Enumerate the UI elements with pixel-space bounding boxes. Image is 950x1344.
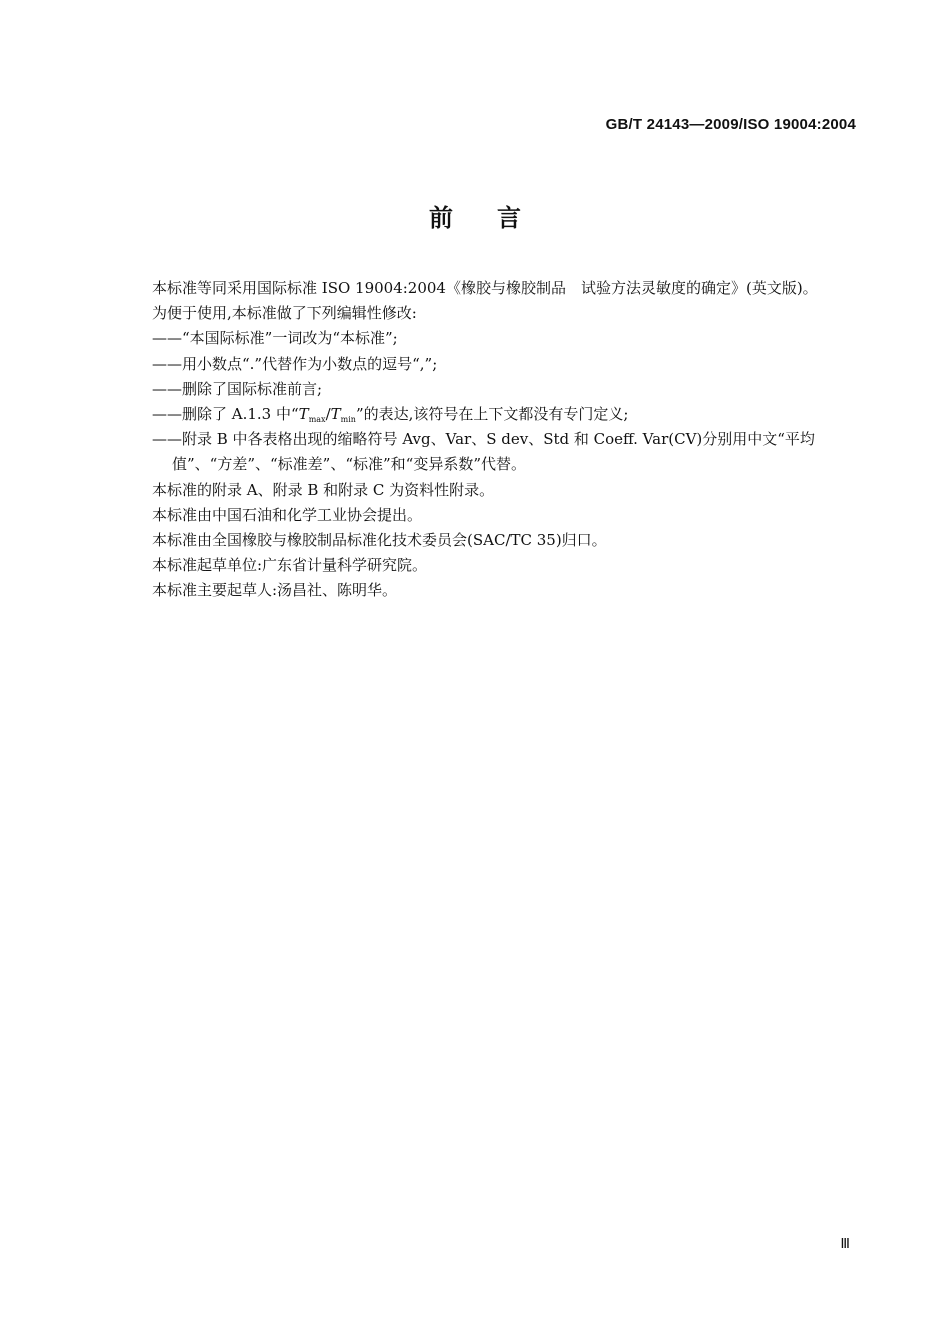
page-number: Ⅲ — [840, 1237, 850, 1252]
min-subscript: min — [340, 414, 356, 424]
list-item-abbreviations: ——附录 B 中各表格出现的缩略符号 Avg、Var、S dev、Std 和 Coeff. Var(CV)分别用中文“平均 — [152, 430, 815, 449]
paragraph-proposer: 本标准由中国石油和化学工业协会提出。 — [152, 505, 423, 524]
tmax-text-before: ——删除了 A.1.3 中“ — [152, 404, 299, 423]
paragraph-committee: 本标准由全国橡胶与橡胶制品标准化技术委员会(SAC/TC 35)归口。 — [152, 530, 607, 549]
slash: / — [325, 404, 331, 423]
list-item-tmax-tmin — [152, 402, 862, 427]
tmax-text-after: ”的表达,该符号在上下文都没有专门定义; — [355, 404, 629, 423]
paragraph-adoption: 本标准等同采用国际标准 ISO 19004:2004《橡胶与橡胶制品 试验方法灵敏度的确定》(英文版)。 — [152, 279, 818, 297]
paragraph-annexes: 本标准的附录 A、附录 B 和附录 C 为资料性附录。 — [152, 480, 495, 499]
paragraph-drafters: 本标准主要起草人:汤昌社、陈明华。 — [152, 581, 398, 600]
list-item-foreword-removed: ——删除了国际标准前言; — [152, 379, 323, 398]
t-symbol: T — [298, 404, 309, 423]
list-item-abbreviations-cont: 值”、“方差”、“标准差”、“标准”和“变异系数”代替。 — [172, 455, 527, 474]
list-item-term-change: ——“本国际标准”一词改为“本标准”; — [152, 329, 398, 348]
page-title — [0, 198, 950, 233]
paragraph-modifications-intro: 为便于使用,本标准做了下列编辑性修改: — [152, 304, 417, 323]
document-id-header: GB/T 24143—2009/ISO 19004:2004 — [605, 116, 856, 133]
title-char-1: 前 — [429, 204, 453, 232]
list-item-decimal-point: ——用小数点“.”代替作为小数点的逗号“,”; — [152, 354, 438, 373]
foreword-body — [152, 276, 862, 603]
t-symbol: T — [330, 404, 341, 423]
paragraph-drafting-unit: 本标准起草单位:广东省计量科学研究院。 — [152, 556, 428, 575]
max-subscript: max — [308, 414, 326, 424]
title-char-2: 言 — [497, 204, 521, 232]
